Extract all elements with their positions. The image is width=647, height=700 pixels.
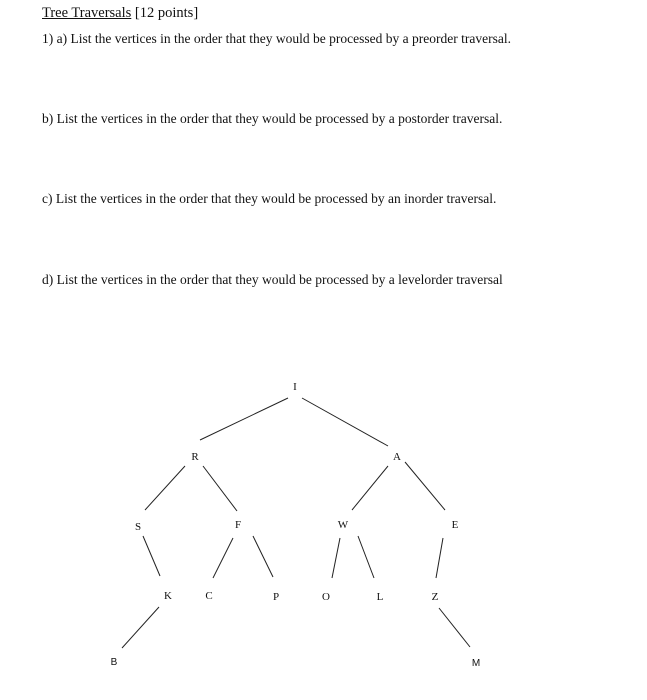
edge-F-P bbox=[253, 536, 273, 577]
node-W: W bbox=[337, 519, 349, 531]
node-M: M bbox=[471, 658, 481, 669]
edge-W-L bbox=[358, 536, 374, 578]
heading-title: Tree Traversals bbox=[42, 5, 132, 21]
node-K: K bbox=[164, 590, 172, 602]
edge-E-Z bbox=[436, 538, 443, 578]
node-E: E bbox=[451, 519, 459, 531]
question-d: d) List the vertices in the order that they would be processed by a levelorder traversal bbox=[42, 272, 503, 287]
question-a: 1) a) List the vertices in the order that they would be processed by a preorder traversal. bbox=[42, 31, 511, 46]
edge-I-R bbox=[200, 398, 288, 440]
node-Z: Z bbox=[431, 591, 439, 603]
edge-F-C bbox=[213, 538, 233, 578]
edge-K-B bbox=[122, 607, 159, 648]
node-B: B bbox=[110, 657, 118, 668]
node-L: L bbox=[376, 591, 384, 603]
heading-points: [12 points] bbox=[134, 5, 199, 21]
node-A: A bbox=[393, 451, 401, 463]
node-S: S bbox=[134, 521, 142, 533]
question-c: c) List the vertices in the order that they would be processed by an inorder traversal. bbox=[42, 191, 497, 206]
edge-R-S bbox=[145, 466, 185, 510]
edge-S-K bbox=[143, 536, 160, 576]
edge-I-A bbox=[302, 398, 388, 446]
edge-Z-M bbox=[439, 608, 470, 647]
node-I: I bbox=[293, 381, 297, 393]
edge-R-F bbox=[203, 466, 237, 511]
node-R: R bbox=[191, 451, 199, 463]
edge-A-W bbox=[352, 466, 388, 510]
node-C: C bbox=[205, 590, 213, 602]
edge-W-O bbox=[332, 538, 340, 578]
question-b: b) List the vertices in the order that they would be processed by a postorder traversal. bbox=[42, 111, 503, 126]
node-P: P bbox=[272, 591, 280, 603]
node-F: F bbox=[234, 519, 242, 531]
edge-A-E bbox=[405, 462, 445, 510]
node-O: O bbox=[322, 591, 330, 603]
